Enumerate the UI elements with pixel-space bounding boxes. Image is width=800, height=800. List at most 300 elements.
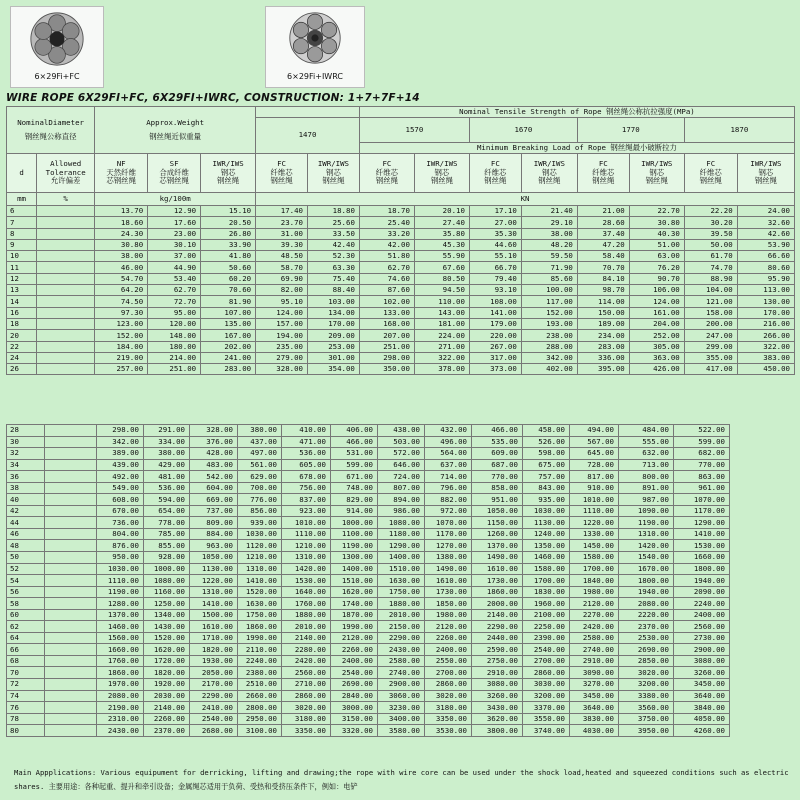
breaking-load-cell: 3270.00 (570, 679, 619, 691)
breaking-load-cell: 2280.00 (282, 644, 331, 656)
weight-cell: 2260.00 (144, 713, 190, 725)
breaking-load-cell: 1700.00 (523, 575, 570, 587)
breaking-load-cell: 380.00 (238, 425, 282, 437)
breaking-load-cell: 130.00 (737, 296, 794, 307)
breaking-load-cell: 271.00 (414, 341, 469, 352)
breaking-load-cell: 2550.00 (425, 655, 472, 667)
tolerance-cell (45, 528, 97, 540)
breaking-load-cell: 3030.00 (523, 679, 570, 691)
tolerance-cell (45, 632, 97, 644)
breaking-load-cell: 299.00 (684, 341, 737, 352)
tolerance-cell (45, 702, 97, 714)
breaking-load-cell: 3060.00 (378, 690, 425, 702)
weight-cell: 342.00 (97, 436, 144, 448)
weight-cell: 855.00 (144, 540, 190, 552)
breaking-load-cell: 3180.00 (425, 702, 472, 714)
breaking-load-cell: 1880.00 (282, 609, 331, 621)
breaking-load-cell: 1610.00 (472, 563, 523, 575)
breaking-load-cell: 35.80 (414, 228, 469, 239)
breaking-load-cell: 2900.00 (378, 679, 425, 691)
weight-cell: 2030.00 (144, 690, 190, 702)
breaking-load-cell: 220.00 (469, 330, 521, 341)
weight-cell: 736.00 (97, 517, 144, 529)
breaking-load-cell: 1580.00 (570, 552, 619, 564)
col-cn-1: 钢芯 (541, 167, 557, 177)
col-en: IWR/IWS (641, 159, 673, 169)
load-col-iwr-1570 (414, 154, 469, 193)
weight-cell: 257.00 (95, 364, 148, 375)
table-row (7, 528, 730, 540)
breaking-load-header: Minimum Breaking Load of Rope 钢丝绳最小破断拉力 (359, 143, 794, 154)
breaking-load-cell: 283.00 (577, 341, 629, 352)
breaking-load-cell: 238.00 (521, 330, 577, 341)
breaking-load-cell: 1170.00 (425, 528, 472, 540)
tolerance-cell (37, 285, 95, 296)
diameter-cell: 9 (7, 239, 37, 250)
table-row (7, 251, 795, 262)
breaking-load-cell: 37.40 (577, 228, 629, 239)
breaking-load-cell: 1980.00 (570, 586, 619, 598)
breaking-load-cell: 373.00 (469, 364, 521, 375)
breaking-load-cell: 1520.00 (238, 586, 282, 598)
table-row (7, 517, 730, 529)
breaking-load-cell: 522.00 (674, 425, 730, 437)
col-cn-1: 钢芯 (326, 167, 341, 177)
table-row (7, 690, 730, 702)
breaking-load-cell: 2430.00 (378, 644, 425, 656)
breaking-load-cell: 1800.00 (619, 575, 674, 587)
breaking-load-cell: 645.00 (570, 448, 619, 460)
weight-cell: 152.00 (95, 330, 148, 341)
col-cn-1: 纤维芯 (484, 167, 507, 177)
breaking-load-cell: 2000.00 (472, 598, 523, 610)
breaking-load-cell: 858.00 (472, 482, 523, 494)
breaking-load-cell: 2700.00 (425, 667, 472, 679)
weight-cell: 376.00 (190, 436, 238, 448)
breaking-load-cell: 1190.00 (619, 517, 674, 529)
tolerance-cell (45, 563, 97, 575)
breaking-load-cell: 170.00 (737, 307, 794, 318)
breaking-load-cell: 1940.00 (619, 586, 674, 598)
breaking-load-cell: 1420.00 (282, 563, 331, 575)
weight-cell: 963.00 (190, 540, 238, 552)
breaking-load-cell: 322.00 (414, 352, 469, 363)
breaking-load-cell: 102.00 (359, 296, 414, 307)
table-row (7, 702, 730, 714)
breaking-load-cell: 951.00 (472, 494, 523, 506)
load-col-fc-1670 (469, 154, 521, 193)
breaking-load-cell: 1380.00 (425, 552, 472, 564)
breaking-load-cell: 31.00 (256, 228, 308, 239)
breaking-load-cell: 378.00 (414, 364, 469, 375)
breaking-load-cell: 2290.00 (378, 632, 425, 644)
breaking-load-cell: 216.00 (737, 318, 794, 329)
breaking-load-cell: 2260.00 (331, 644, 378, 656)
breaking-load-cell: 471.00 (282, 436, 331, 448)
unit-mm: mm (7, 193, 37, 206)
breaking-load-cell: 609.00 (472, 448, 523, 460)
breaking-load-cell: 1530.00 (282, 575, 331, 587)
breaking-load-cell: 3080.00 (472, 679, 523, 691)
diameter-cell: 34 (7, 459, 45, 471)
breaking-load-cell: 1030.00 (238, 528, 282, 540)
breaking-load-cell: 298.00 (359, 352, 414, 363)
table-row (7, 436, 730, 448)
breaking-load-cell: 69.90 (256, 273, 308, 284)
breaking-load-cell: 30.80 (629, 217, 684, 228)
breaking-load-cell: 39.50 (684, 228, 737, 239)
weight-cell: 928.00 (144, 552, 190, 564)
load-col-iwr-1670 (521, 154, 577, 193)
breaking-load-cell: 161.00 (629, 307, 684, 318)
breaking-load-cell: 678.00 (282, 471, 331, 483)
weight-cell: 291.00 (144, 425, 190, 437)
tolerance-cell (45, 679, 97, 691)
breaking-load-cell: 1270.00 (425, 540, 472, 552)
diameter-cell: 38 (7, 482, 45, 494)
breaking-load-cell: 55.10 (469, 251, 521, 262)
breaking-load-cell: 598.00 (523, 448, 570, 460)
diameter-cell: 30 (7, 436, 45, 448)
breaking-load-cell: 497.00 (238, 448, 282, 460)
breaking-load-cell: 1120.00 (238, 540, 282, 552)
diameter-cell: 78 (7, 713, 45, 725)
weight-cell: 328.00 (190, 425, 238, 437)
breaking-load-cell: 535.00 (472, 436, 523, 448)
breaking-load-cell: 646.00 (378, 459, 425, 471)
breaking-load-cell: 84.10 (577, 273, 629, 284)
breaking-load-cell: 209.00 (308, 330, 360, 341)
breaking-load-cell: 42.40 (308, 239, 360, 250)
col-en: FC (598, 159, 608, 169)
breaking-load-cell: 395.00 (577, 364, 629, 375)
breaking-load-cell: 235.00 (256, 341, 308, 352)
table-row (7, 552, 730, 564)
weight-cell: 809.00 (190, 517, 238, 529)
weight-cell: 1430.00 (144, 621, 190, 633)
breaking-load-cell: 88.90 (684, 273, 737, 284)
breaking-load-cell: 18.70 (359, 206, 414, 217)
breaking-load-cell: 1310.00 (619, 528, 674, 540)
breaking-load-cell: 2010.00 (282, 621, 331, 633)
tolerance-cell (45, 552, 97, 564)
diameter-cell: 28 (7, 425, 45, 437)
weight-cell: 884.00 (190, 528, 238, 540)
breaking-load-cell: 1100.00 (331, 528, 378, 540)
breaking-load-cell: 80.50 (414, 273, 469, 284)
breaking-load-cell: 629.00 (238, 471, 282, 483)
breaking-load-cell: 66.60 (737, 251, 794, 262)
col-cn-2: 钢丝绳 (217, 176, 240, 186)
weight-cell: 2410.00 (190, 702, 238, 714)
table-row (7, 273, 795, 284)
weight-cell: 74.50 (95, 296, 148, 307)
breaking-load-cell: 1010.00 (282, 517, 331, 529)
breaking-load-cell: 1940.00 (674, 575, 730, 587)
breaking-load-cell: 3800.00 (472, 725, 523, 737)
table-row (7, 563, 730, 575)
weight-cell: 389.00 (97, 448, 144, 460)
grade-1570: 1570 (359, 118, 469, 143)
tolerance-cell (45, 690, 97, 702)
weight-cell: 95.00 (148, 307, 201, 318)
breaking-load-cell: 108.00 (469, 296, 521, 307)
blank-header (256, 107, 360, 118)
breaking-load-cell: 1050.00 (472, 505, 523, 517)
breaking-load-cell: 986.00 (378, 505, 425, 517)
table-row (7, 318, 795, 329)
breaking-load-cell: 1000.00 (331, 517, 378, 529)
breaking-load-cell: 267.00 (469, 341, 521, 352)
diameter-cell: 60 (7, 609, 45, 621)
breaking-load-cell: 355.00 (684, 352, 737, 363)
breaking-load-cell: 74.70 (684, 262, 737, 273)
breaking-load-cell: 2510.00 (238, 679, 282, 691)
weight-cell: 298.00 (97, 425, 144, 437)
breaking-load-cell: 2010.00 (378, 609, 425, 621)
col-cn-2: 钢丝绳 (699, 176, 722, 186)
tolerance-cell (37, 251, 95, 262)
weight-cell: 81.90 (201, 296, 256, 307)
breaking-load-cell: 555.00 (619, 436, 674, 448)
breaking-load-cell: 3830.00 (570, 713, 619, 725)
nominal-diameter-header (7, 107, 95, 154)
col-en: FC (277, 159, 286, 169)
breaking-load-cell: 1370.00 (472, 540, 523, 552)
tolerance-cell (45, 609, 97, 621)
table-row (7, 632, 730, 644)
breaking-load-cell: 117.00 (521, 296, 577, 307)
breaking-load-cell: 3450.00 (674, 679, 730, 691)
load-col-iwr-1870 (737, 154, 794, 193)
breaking-load-cell: 85.60 (521, 273, 577, 284)
breaking-load-cell: 564.00 (425, 448, 472, 460)
weight-cell: 283.00 (201, 364, 256, 375)
breaking-load-cell: 93.10 (469, 285, 521, 296)
breaking-load-cell: 1130.00 (523, 517, 570, 529)
breaking-load-cell: 437.00 (238, 436, 282, 448)
breaking-load-cell: 675.00 (523, 459, 570, 471)
breaking-load-cell: 301.00 (308, 352, 360, 363)
col-cn-1: 钢芯 (649, 167, 665, 177)
breaking-load-cell: 1630.00 (238, 598, 282, 610)
breaking-load-cell: 671.00 (331, 471, 378, 483)
breaking-load-cell: 1840.00 (570, 575, 619, 587)
breaking-load-cell: 1030.00 (523, 505, 570, 517)
weight-cell: 334.00 (144, 436, 190, 448)
d-header: d (7, 154, 37, 193)
breaking-load-cell: 2900.00 (674, 644, 730, 656)
breaking-load-cell: 1260.00 (472, 528, 523, 540)
weight-col-nf (95, 154, 148, 193)
weight-cell: 30.10 (148, 239, 201, 250)
breaking-load-cell: 3450.00 (570, 690, 619, 702)
table-row (7, 352, 795, 363)
weight-cell: 2080.00 (97, 690, 144, 702)
breaking-load-cell: 2580.00 (570, 632, 619, 644)
weight-cell: 1860.00 (97, 667, 144, 679)
weight-col-iwr (201, 154, 256, 193)
breaking-load-cell: 1400.00 (378, 552, 425, 564)
breaking-load-cell: 103.00 (308, 296, 360, 307)
breaking-load-cell: 935.00 (523, 494, 570, 506)
weight-cell: 1110.00 (97, 575, 144, 587)
weight-cell: 62.70 (148, 285, 201, 296)
tolerance-cn: 允许偏差 (50, 176, 81, 186)
breaking-load-cell: 682.00 (674, 448, 730, 460)
breaking-load-cell: 1880.00 (378, 598, 425, 610)
breaking-load-cell: 466.00 (472, 425, 523, 437)
breaking-load-cell: 288.00 (521, 341, 577, 352)
load-col-iwr-1470 (308, 154, 360, 193)
breaking-load-cell: 2690.00 (331, 679, 378, 691)
breaking-load-cell: 342.00 (521, 352, 577, 363)
breaking-load-cell: 27.00 (469, 217, 521, 228)
breaking-load-cell: 891.00 (619, 482, 674, 494)
weight-cell: 44.90 (148, 262, 201, 273)
diameter-cell: 14 (7, 296, 37, 307)
diameter-cell: 66 (7, 644, 45, 656)
rope-figure-fc (10, 6, 104, 88)
breaking-load-cell: 23.70 (256, 217, 308, 228)
tolerance-cell (45, 725, 97, 737)
tolerance-cell (37, 228, 95, 239)
weight-cell: 1080.00 (144, 575, 190, 587)
breaking-load-cell: 3350.00 (282, 725, 331, 737)
weight-cell: 135.00 (201, 318, 256, 329)
breaking-load-cell: 24.00 (737, 206, 794, 217)
breaking-load-cell: 807.00 (378, 482, 425, 494)
col-cn-2: 钢丝绳 (538, 176, 561, 186)
breaking-load-cell: 1640.00 (282, 586, 331, 598)
breaking-load-cell: 1150.00 (472, 517, 523, 529)
breaking-load-cell: 170.00 (308, 318, 360, 329)
diameter-cell: 46 (7, 528, 45, 540)
breaking-load-cell: 2400.00 (674, 609, 730, 621)
breaking-load-cell: 113.00 (737, 285, 794, 296)
breaking-load-cell: 2560.00 (282, 667, 331, 679)
weight-cell: 38.00 (95, 251, 148, 262)
breaking-load-cell: 67.60 (414, 262, 469, 273)
col-cn-1: 纤维芯 (270, 167, 293, 177)
weight-cell: 1030.00 (97, 563, 144, 575)
nominal-diameter-en: NominalDiameter (17, 117, 84, 127)
tolerance-cell (37, 217, 95, 228)
breaking-load-cell: 63.30 (308, 262, 360, 273)
breaking-load-cell: 466.00 (331, 436, 378, 448)
diameter-cell: 58 (7, 598, 45, 610)
breaking-load-cell: 2950.00 (238, 713, 282, 725)
breaking-load-cell: 599.00 (674, 436, 730, 448)
spec-table-lower-body (7, 425, 730, 737)
breaking-load-cell: 52.30 (308, 251, 360, 262)
breaking-load-cell: 4260.00 (674, 725, 730, 737)
breaking-load-cell: 3230.00 (378, 702, 425, 714)
tolerance-cell (45, 575, 97, 587)
weight-cell: 64.20 (95, 285, 148, 296)
breaking-load-cell: 25.40 (359, 217, 414, 228)
diameter-cell: 22 (7, 341, 37, 352)
load-col-fc-1870 (684, 154, 737, 193)
weight-cell: 1250.00 (144, 598, 190, 610)
diameter-cell: 32 (7, 448, 45, 460)
weight-cell: 251.00 (148, 364, 201, 375)
breaking-load-cell: 328.00 (256, 364, 308, 375)
breaking-load-cell: 152.00 (521, 307, 577, 318)
breaking-load-cell: 51.00 (629, 239, 684, 250)
breaking-load-cell: 1220.00 (570, 517, 619, 529)
weight-col-sf (148, 154, 201, 193)
breaking-load-cell: 939.00 (238, 517, 282, 529)
weight-cell: 202.00 (201, 341, 256, 352)
breaking-load-cell: 134.00 (308, 307, 360, 318)
breaking-load-cell: 3150.00 (331, 713, 378, 725)
breaking-load-cell: 3530.00 (425, 725, 472, 737)
breaking-load-cell: 3200.00 (619, 679, 674, 691)
tolerance-cell (45, 644, 97, 656)
rope-figure-label: 6×29Fi+IWRC (287, 72, 343, 81)
tolerance-en-1: Allowed (50, 159, 82, 169)
tolerance-cell (37, 262, 95, 273)
weight-cell: 13.70 (95, 206, 148, 217)
weight-cell: 950.00 (97, 552, 144, 564)
weight-cell: 1520.00 (144, 632, 190, 644)
breaking-load-cell: 104.00 (684, 285, 737, 296)
weight-cell: 481.00 (144, 471, 190, 483)
weight-cell: 542.00 (190, 471, 238, 483)
table-row (7, 505, 730, 517)
weight-cell: 241.00 (201, 352, 256, 363)
breaking-load-cell: 1110.00 (570, 505, 619, 517)
tolerance-cell (45, 494, 97, 506)
breaking-load-cell: 2580.00 (378, 655, 425, 667)
breaking-load-cell: 22.70 (629, 206, 684, 217)
breaking-load-cell: 194.00 (256, 330, 308, 341)
weight-cell: 15.10 (201, 206, 256, 217)
diameter-cell: 44 (7, 517, 45, 529)
tolerance-cell (37, 341, 95, 352)
weight-cell: 72.70 (148, 296, 201, 307)
breaking-load-cell: 40.30 (629, 228, 684, 239)
weight-cell: 12.90 (148, 206, 201, 217)
weight-cell: 180.00 (148, 341, 201, 352)
breaking-load-cell: 124.00 (629, 296, 684, 307)
breaking-load-cell: 3260.00 (674, 667, 730, 679)
weight-cell: 1130.00 (190, 563, 238, 575)
breaking-load-cell: 458.00 (523, 425, 570, 437)
breaking-load-cell: 2740.00 (570, 644, 619, 656)
weight-cell: 24.30 (95, 228, 148, 239)
breaking-load-cell: 29.10 (521, 217, 577, 228)
breaking-load-cell: 2120.00 (425, 621, 472, 633)
rope-figure-iwrc (265, 6, 365, 88)
weight-cell: 778.00 (144, 517, 190, 529)
col-cn-2: 钢丝绳 (375, 176, 398, 186)
weight-cell: 785.00 (144, 528, 190, 540)
breaking-load-cell: 724.00 (378, 471, 425, 483)
breaking-load-cell: 1310.00 (238, 563, 282, 575)
breaking-load-cell: 2240.00 (674, 598, 730, 610)
breaking-load-cell: 1400.00 (331, 563, 378, 575)
breaking-load-cell: 1110.00 (282, 528, 331, 540)
col-cn-1: 钢芯 (220, 167, 236, 177)
breaking-load-cell: 1090.00 (619, 505, 674, 517)
tolerance-cell (37, 307, 95, 318)
weight-cell: 53.40 (148, 273, 201, 284)
diameter-cell: 70 (7, 667, 45, 679)
weight-cell: 167.00 (201, 330, 256, 341)
breaking-load-cell: 1870.00 (331, 609, 378, 621)
